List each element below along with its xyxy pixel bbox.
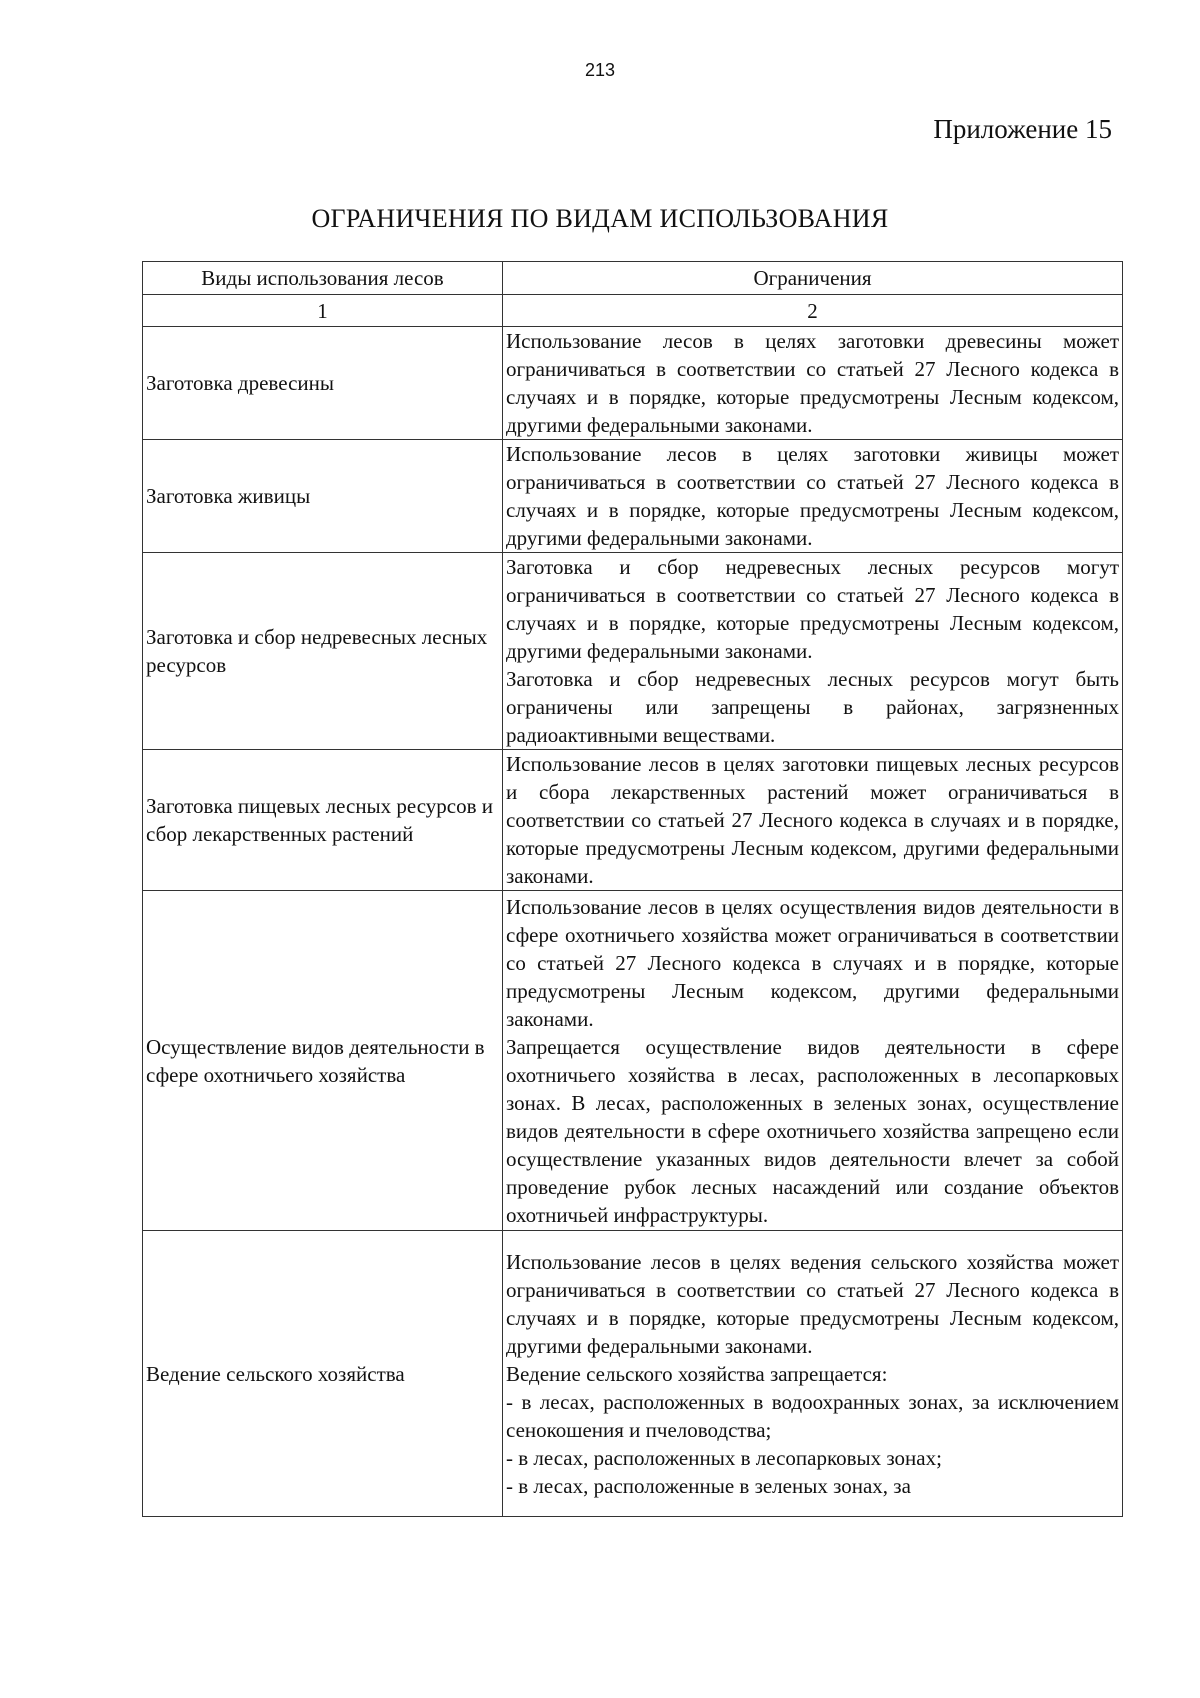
restriction-paragraph: Использование лесов в целях заготовки пищевых лесных ресурсов и сбора лекарственных растений может ограничиваться в соответствии со статьей 27 Лесного кодекса в случаях и в порядке, которые предусмотрены Лесным кодексом, другими федеральными законами. (506, 752, 1119, 888)
usage-kind-cell: Осуществление видов деятельности в сфере охотничьего хозяйства (143, 891, 503, 1231)
column-number-2: 2 (503, 295, 1123, 327)
appendix-label: Приложение 15 (933, 114, 1112, 144)
restriction-cell (503, 440, 1123, 553)
restriction-list-item: - в лесах, расположенные в зеленых зонах, за (506, 1473, 911, 1498)
table-row (143, 553, 1123, 750)
usage-kind-cell: Заготовка живицы (143, 440, 503, 553)
table-header-row (143, 262, 1123, 295)
usage-kind-cell: Заготовка и сбор недревесных лесных ресурсов (143, 553, 503, 750)
restriction-paragraph: Использование лесов в целях заготовки живицы может ограничиваться в соответствии со статьей 27 Лесного кодекса в случаях и в порядке, которые предусмотрены Лесным кодексом, другими федеральными законами. (506, 442, 1119, 550)
restriction-list-item: - в лесах, расположенных в лесопарковых зонах; (506, 1445, 942, 1470)
header-restrictions: Ограничения (503, 262, 1123, 295)
table-row (143, 440, 1123, 553)
restrictions-table (142, 261, 1123, 1517)
usage-kind-cell: Заготовка пищевых лесных ресурсов и сбор лекарственных растений (143, 750, 503, 891)
table-row (143, 891, 1123, 1231)
usage-kind-cell: Ведение сельского хозяйства (143, 1231, 503, 1517)
column-number-row (143, 295, 1123, 327)
restriction-paragraph: Запрещается осуществление видов деятельности в сфере охотничьего хозяйства в лесах, расположенных в лесопарковых зонах. В лесах, расположенных в зеленых зонах, осуществление видов деятельности в сфере охотничьего хозяйства запрещено если осуществление указанных видов деятельности влечет за собой проведение рубок лесных насаждений или создание объектов охотничьей инфраструктуры. (506, 1034, 1119, 1227)
header-usage-types: Виды использования лесов (143, 262, 503, 295)
page-number: 213 (584, 60, 616, 80)
restriction-list-item: - в лесах, расположенных в водоохранных зонах, за исключением сенокошения и пчеловодства; (506, 1389, 1119, 1442)
restriction-paragraph: Использование лесов в целях заготовки древесины может ограничиваться в соответствии со статьей 27 Лесного кодекса в случаях и в порядке, которые предусмотрены Лесным кодексом, другими федеральными законами. (506, 329, 1119, 437)
restriction-paragraph: Ведение сельского хозяйства запрещается: (506, 1361, 888, 1386)
table-row (143, 1231, 1123, 1517)
restriction-paragraph: Использование лесов в целях ведения сельского хозяйства может ограничиваться в соответствии со статьей 27 Лесного кодекса в случаях и в порядке, которые предусмотрены Лесным кодексом, другими федеральными законами. (506, 1249, 1119, 1358)
restriction-cell (503, 327, 1123, 440)
restriction-cell (503, 553, 1123, 750)
column-number-1: 1 (143, 295, 503, 327)
restriction-cell (503, 891, 1123, 1231)
table-row (143, 750, 1123, 891)
usage-kind-cell: Заготовка древесины (143, 327, 503, 440)
restriction-paragraph: Использование лесов в целях осуществления видов деятельности в сфере охотничьего хозяйства может ограничиваться в соответствии со статьей 27 Лесного кодекса в случаях и в порядке, которые предусмотрены Лесным кодексом, другими федеральными законами. (506, 894, 1119, 1031)
restriction-paragraph: Заготовка и сбор недревесных лесных ресурсов могут ограничиваться в соответствии со статьей 27 Лесного кодекса в случаях и в порядке, которые предусмотрены Лесным кодексом, другими федеральными законами. (506, 555, 1119, 663)
restriction-paragraph: Заготовка и сбор недревесных лесных ресурсов могут быть ограничены или запрещены в районах, загрязненных радиоактивными веществами. (506, 667, 1119, 747)
restriction-cell (503, 750, 1123, 891)
restriction-cell (503, 1231, 1123, 1517)
document-title: ОГРАНИЧЕНИЯ ПО ВИДАМ ИСПОЛЬЗОВАНИЯ (311, 204, 889, 233)
table-row (143, 327, 1123, 440)
